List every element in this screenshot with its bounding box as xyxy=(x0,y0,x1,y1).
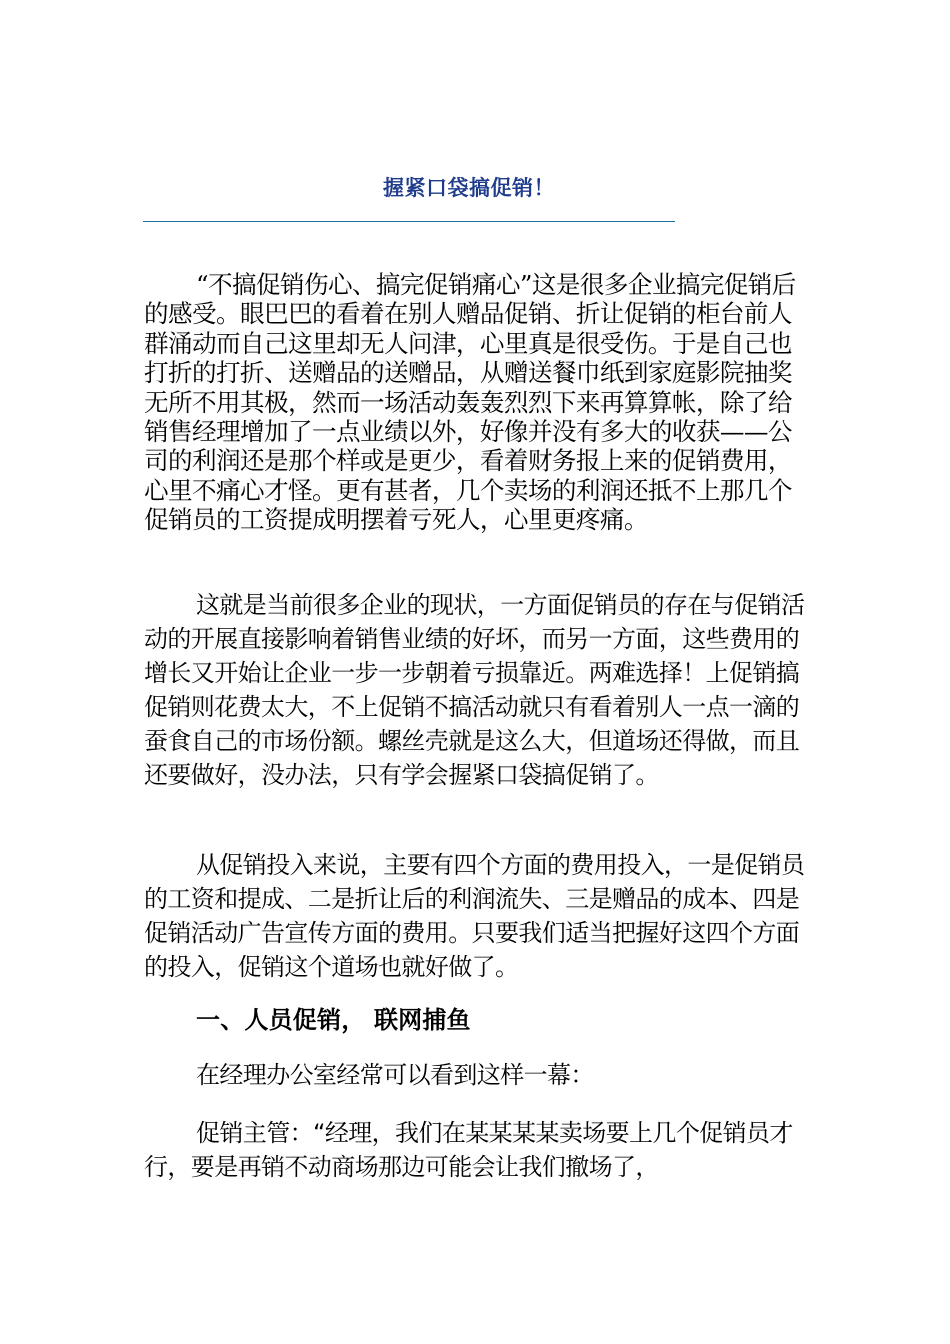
document-title: 握紧口袋搞促销！ xyxy=(383,176,555,200)
paragraph-intro: “不搞促销伤心、搞完促销痛心”这是很多企业搞完促销后的感受。眼巴巴的看着在别人赠品促销、折让促销的柜台前人群涌动而自己这里却无人问津，心里真是很受伤。于是自己也打折的打折、送赠品的送赠品，从赠送餐巾纸到家庭影院抽奖无所不用其极，然而一场活动轰轰烈烈下来再算算帐，除了给销售经理增加了一点业绩以外，好像并没有多大的收获——公司的利润还是那个样或是更少，看着财务报上来的促销费用，心里不痛心才怪。更有甚者，几个卖场的利润还抵不上那几个促销员的工资提成明摆着亏死人，心里更疼痛。 xyxy=(144,270,796,535)
title-underline xyxy=(143,221,675,222)
section-heading: 一、人员促销， 联网捕鱼 xyxy=(196,1006,471,1034)
paragraph-costs: 从促销投入来说，主要有四个方面的费用投入，一是促销员的工资和提成、二是折让后的利润流失、三是赠品的成本、四是促销活动广告宣传方面的费用。只要我们适当把握好这四个方面的投入，促销这个道场也就好做了。 xyxy=(144,851,805,981)
paragraph-status: 这就是当前很多企业的现状，一方面促销员的存在与促销活动的开展直接影响着销售业绩的好坏，而另一方面，这些费用的增长又开始让企业一步一步朝着亏损靠近。两难选择！上促销搞促销则花费太大，不上促销不搞活动就只有看着别人一点一滴的蚕食自己的市场份额。螺丝壳就是这么大，但道场还得做，而且还要做好，没办法，只有学会握紧口袋搞促销了。 xyxy=(144,591,805,789)
paragraph-supervisor-quote: 促销主管：“经理，我们在某某某某卖场要上几个促销员才行，要是再销不动商场那边可能会让我们撤场了， xyxy=(144,1119,793,1181)
paragraph-office-scene: 在经理办公室经常可以看到这样一幕： xyxy=(196,1061,594,1089)
